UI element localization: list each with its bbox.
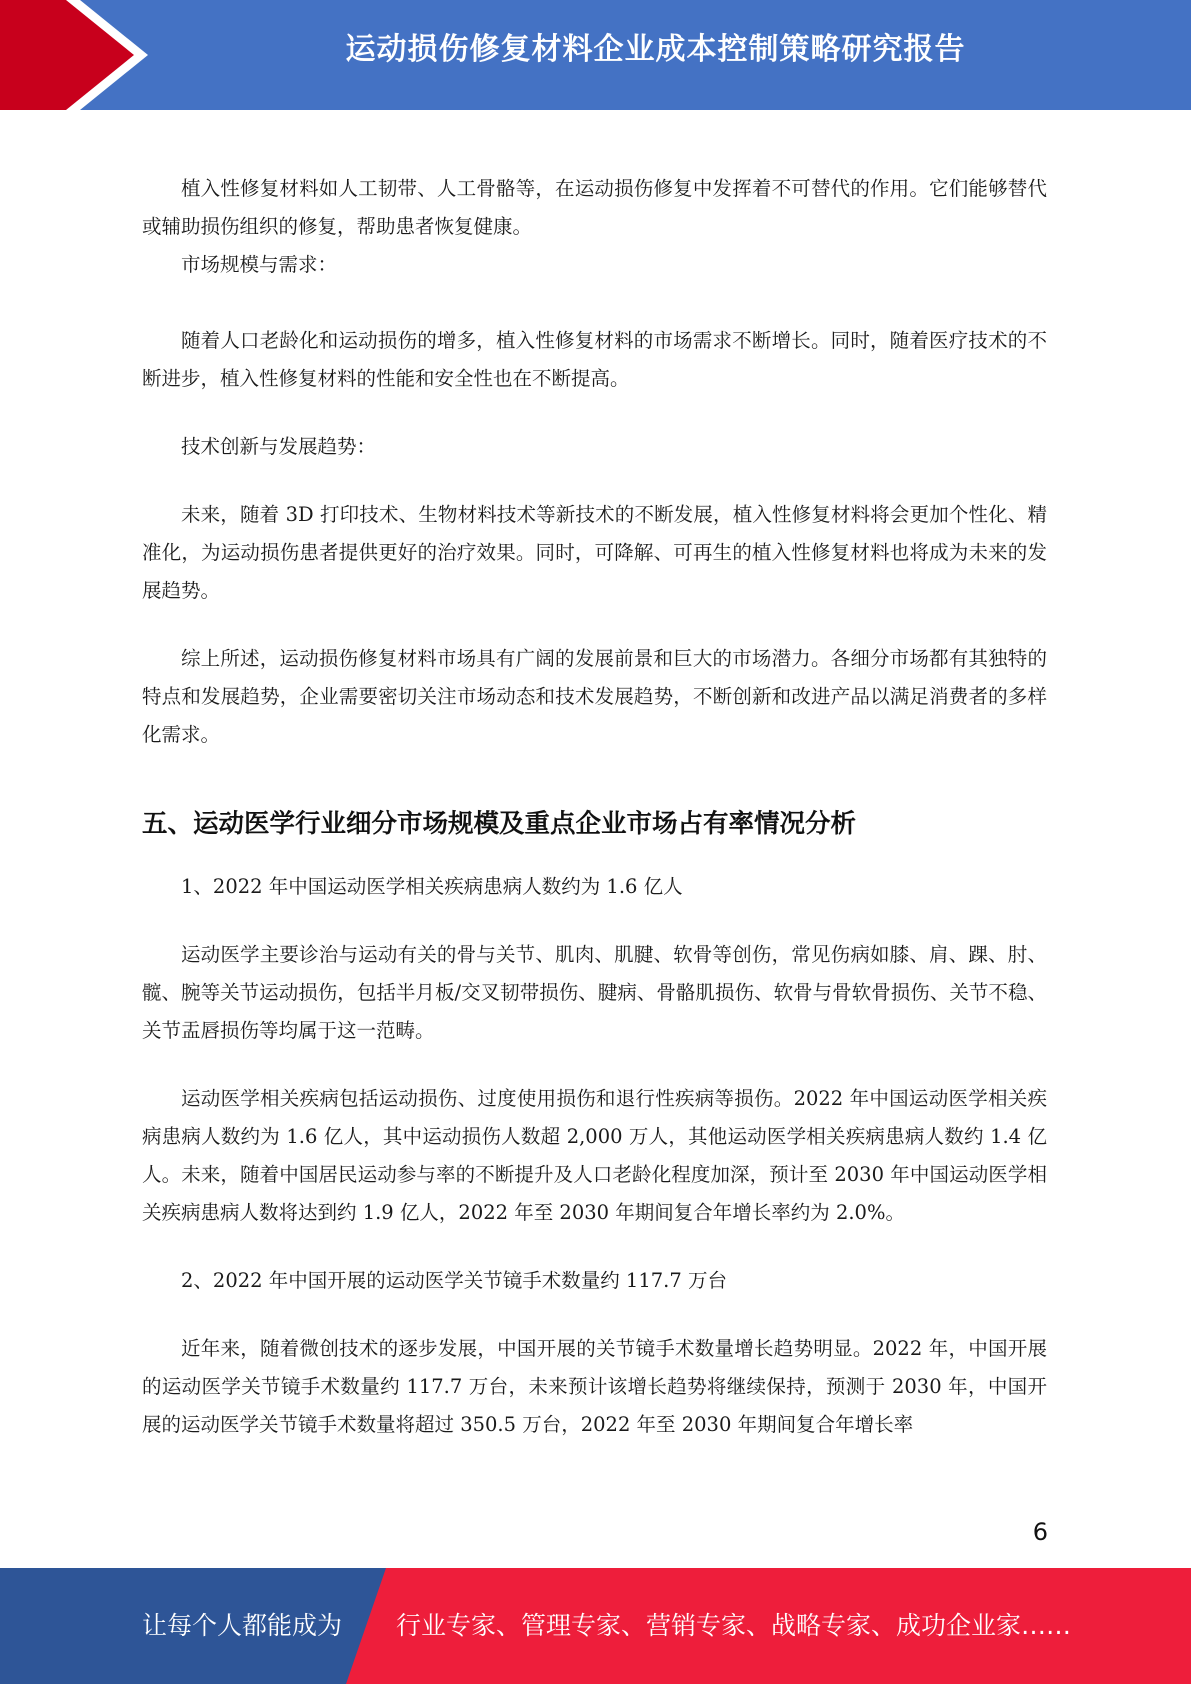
section-heading: 五、运动医学行业细分市场规模及重点企业市场占有率情况分析 — [142, 809, 857, 839]
footer-slogan-right: 行业专家、管理专家、营销专家、战略专家、成功企业家…… — [396, 1611, 1072, 1640]
subheading-tech-trends: 技术创新与发展趋势： — [181, 435, 377, 458]
page-header — [0, 0, 1191, 110]
subsection-heading-1: 1、2022 年中国运动医学相关疾病患病人数约为 1.6 亿人 — [181, 875, 683, 898]
report-title: 运动损伤修复材料企业成本控制策略研究报告 — [345, 32, 966, 67]
page-footer — [0, 1568, 1191, 1684]
paragraph-arthroscopy: 近年来，随着微创技术的逐步发展，中国开展的关节镜手术数量增长趋势明显。2022 年，中国开展的运动医学关节镜手术数量约 117.7 万台，未来预计该增长趋势将继续保持，预测于 2030 年，中国开展的运动医学关节镜手术数量将超过 350.5 万台，2022 年至 2030 年期间复合年增长率 — [142, 1337, 1047, 1436]
subsection-heading-2: 2、2022 年中国开展的运动医学关节镜手术数量约 117.7 万台 — [181, 1269, 727, 1292]
subheading-market-size: 市场规模与需求： — [181, 253, 338, 276]
paragraph-summary: 综上所述，运动损伤修复材料市场具有广阔的发展前景和巨大的市场潜力。各细分市场都有其独特的特点和发展趋势，企业需要密切关注市场动态和技术发展趋势，不断创新和改进产品以满足消费者的多样化需求。 — [142, 647, 1047, 746]
paragraph-patient-numbers: 运动医学相关疾病包括运动损伤、过度使用损伤和退行性疾病等损伤。2022 年中国运动医学相关疾病患病人数约为 1.6 亿人，其中运动损伤人数超 2,000 万人，其他运动医学相关疾病患病人数约 1.4 亿人。未来，随着中国居民运动参与率的不断提升及人口老龄化程度加深，预计至 2030 年中国运动医学相关疾病患病人数将达到约 1.9 亿人，2022 年至 2030 年期间复合年增长率约为 2.0%。 — [142, 1087, 1047, 1224]
paragraph-sports-medicine-scope: 运动医学主要诊治与运动有关的骨与关节、肌肉、肌腱、软骨等创伤，常见伤病如膝、肩、踝、肘、髋、腕等关节运动损伤，包括半月板/交叉韧带损伤、腱病、骨骼肌损伤、软骨与骨软骨损伤、关节不稳、关节盂唇损伤等均属于这一范畴。 — [142, 943, 1047, 1042]
paragraph-tech-trends: 未来，随着 3D 打印技术、生物材料技术等新技术的不断发展，植入性修复材料将会更加个性化、精准化，为运动损伤患者提供更好的治疗效果。同时，可降解、可再生的植入性修复材料也将成为未来的发展趋势。 — [142, 503, 1047, 602]
page-number: 6 — [1032, 1518, 1048, 1546]
footer-slogan-left: 让每个人都能成为 — [142, 1611, 343, 1640]
paragraph-implant-materials: 植入性修复材料如人工韧带、人工骨骼等，在运动损伤修复中发挥着不可替代的作用。它们能够替代或辅助损伤组织的修复，帮助患者恢复健康。 — [142, 177, 1047, 238]
page-content — [142, 170, 1047, 1444]
paragraph-market-demand: 随着人口老龄化和运动损伤的增多，植入性修复材料的市场需求不断增长。同时，随着医疗技术的不断进步，植入性修复材料的性能和安全性也在不断提高。 — [142, 329, 1047, 390]
header-arrow-decoration — [0, 0, 160, 110]
